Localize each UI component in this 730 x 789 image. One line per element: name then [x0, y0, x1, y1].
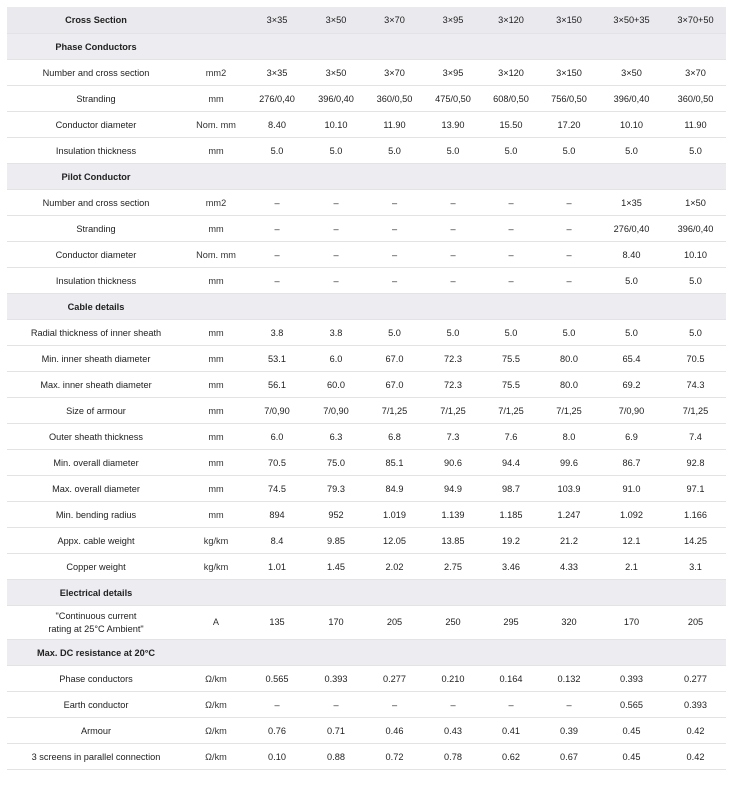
value-cell: 894 — [247, 502, 307, 528]
table-row — [7, 476, 726, 502]
row-label: Size of armour — [7, 398, 185, 424]
value-cell: 5.0 — [365, 320, 424, 346]
value-cell: 0.565 — [598, 692, 665, 718]
value-cell: 53.1 — [247, 346, 307, 372]
value-cell: 90.6 — [424, 450, 482, 476]
value-cell: 86.7 — [598, 450, 665, 476]
section-header-row — [7, 580, 726, 606]
table-row — [7, 138, 726, 164]
table-row — [7, 268, 726, 294]
section-filler — [185, 164, 726, 190]
row-unit: Nom. mm — [185, 242, 247, 268]
value-cell: 94.9 — [424, 476, 482, 502]
table-row — [7, 606, 726, 640]
value-cell: 7.3 — [424, 424, 482, 450]
value-cell: – — [424, 216, 482, 242]
value-cell: 10.10 — [598, 112, 665, 138]
table-row — [7, 60, 726, 86]
value-cell: 0.45 — [598, 718, 665, 744]
value-cell: 7.6 — [482, 424, 540, 450]
value-cell: 70.5 — [247, 450, 307, 476]
row-label — [7, 606, 185, 640]
value-cell: 17.20 — [540, 112, 598, 138]
value-cell: – — [482, 216, 540, 242]
section-title: Phase Conductors — [7, 34, 185, 60]
row-label: Phase conductors — [7, 666, 185, 692]
section-title: Max. DC resistance at 20°C — [7, 640, 185, 666]
table-row — [7, 242, 726, 268]
value-cell: – — [307, 216, 365, 242]
value-cell: 75.5 — [482, 372, 540, 398]
table-row — [7, 398, 726, 424]
value-cell: 0.565 — [247, 666, 307, 692]
value-cell: 1×50 — [665, 190, 726, 216]
value-cell: 92.8 — [665, 450, 726, 476]
value-cell: 3.8 — [307, 320, 365, 346]
value-cell: – — [540, 190, 598, 216]
value-cell: 5.0 — [598, 320, 665, 346]
value-cell: 0.210 — [424, 666, 482, 692]
value-cell: 10.10 — [307, 112, 365, 138]
value-cell: 1.45 — [307, 554, 365, 580]
row-unit: A — [185, 606, 247, 640]
value-cell: 205 — [365, 606, 424, 640]
section-title: Cable details — [7, 294, 185, 320]
value-cell: 3×70 — [665, 60, 726, 86]
header-unit-cell — [185, 7, 247, 34]
value-cell: 0.42 — [665, 718, 726, 744]
value-cell: 276/0,40 — [247, 86, 307, 112]
value-cell: – — [247, 216, 307, 242]
row-unit: mm2 — [185, 60, 247, 86]
value-cell: 1.166 — [665, 502, 726, 528]
value-cell: 1.019 — [365, 502, 424, 528]
value-cell: – — [540, 242, 598, 268]
row-label: Max. overall diameter — [7, 476, 185, 502]
value-cell: 756/0,50 — [540, 86, 598, 112]
section-header-row — [7, 640, 726, 666]
value-cell: 1.01 — [247, 554, 307, 580]
section-filler — [185, 580, 726, 606]
value-cell: 205 — [665, 606, 726, 640]
value-cell: 3×35 — [247, 60, 307, 86]
row-label-line: rating at 25°C Ambient" — [48, 623, 144, 634]
value-cell: 396/0,40 — [665, 216, 726, 242]
value-cell: 360/0,50 — [665, 86, 726, 112]
value-cell: 250 — [424, 606, 482, 640]
row-unit: mm — [185, 450, 247, 476]
value-cell: 0.393 — [307, 666, 365, 692]
value-cell: – — [482, 268, 540, 294]
row-label: Min. overall diameter — [7, 450, 185, 476]
section-filler — [185, 640, 726, 666]
row-label: Conductor diameter — [7, 112, 185, 138]
value-cell: – — [247, 692, 307, 718]
column-header: 3×50+35 — [598, 7, 665, 34]
value-cell: – — [365, 242, 424, 268]
value-cell: 276/0,40 — [598, 216, 665, 242]
value-cell: 12.05 — [365, 528, 424, 554]
value-cell: 6.9 — [598, 424, 665, 450]
value-cell: 1.247 — [540, 502, 598, 528]
value-cell: 11.90 — [365, 112, 424, 138]
value-cell: 97.1 — [665, 476, 726, 502]
value-cell: 103.9 — [540, 476, 598, 502]
value-cell: – — [424, 190, 482, 216]
value-cell: – — [424, 268, 482, 294]
value-cell: 8.40 — [598, 242, 665, 268]
value-cell: 5.0 — [540, 320, 598, 346]
row-label: Max. inner sheath diameter — [7, 372, 185, 398]
value-cell: – — [307, 242, 365, 268]
value-cell: 7/1,25 — [365, 398, 424, 424]
value-cell: 91.0 — [598, 476, 665, 502]
section-header-row — [7, 294, 726, 320]
value-cell: 2.02 — [365, 554, 424, 580]
value-cell: 6.0 — [307, 346, 365, 372]
value-cell: 170 — [307, 606, 365, 640]
value-cell: – — [247, 242, 307, 268]
row-label: Stranding — [7, 86, 185, 112]
value-cell: 11.90 — [665, 112, 726, 138]
row-unit: mm — [185, 346, 247, 372]
value-cell: 9.85 — [307, 528, 365, 554]
value-cell: 14.25 — [665, 528, 726, 554]
value-cell: 67.0 — [365, 372, 424, 398]
row-label: Min. bending radius — [7, 502, 185, 528]
table-row — [7, 528, 726, 554]
value-cell: 98.7 — [482, 476, 540, 502]
value-cell: 0.41 — [482, 718, 540, 744]
value-cell: 0.76 — [247, 718, 307, 744]
row-label-line: "Continuous current — [55, 610, 137, 621]
value-cell: 75.0 — [307, 450, 365, 476]
value-cell: 75.5 — [482, 346, 540, 372]
value-cell: 5.0 — [540, 138, 598, 164]
table-row — [7, 692, 726, 718]
table-row — [7, 346, 726, 372]
value-cell: 67.0 — [365, 346, 424, 372]
row-unit: Ω/km — [185, 666, 247, 692]
row-label: Radial thickness of inner sheath — [7, 320, 185, 346]
row-unit: Ω/km — [185, 692, 247, 718]
row-unit: Ω/km — [185, 744, 247, 770]
cable-spec-table — [7, 7, 726, 770]
value-cell: 69.2 — [598, 372, 665, 398]
value-cell: 320 — [540, 606, 598, 640]
value-cell: – — [540, 268, 598, 294]
value-cell: 7/0,90 — [247, 398, 307, 424]
value-cell: 7/1,25 — [540, 398, 598, 424]
value-cell: 8.40 — [247, 112, 307, 138]
value-cell: 3.46 — [482, 554, 540, 580]
table-row — [7, 320, 726, 346]
section-header-row — [7, 164, 726, 190]
row-label: Number and cross section — [7, 60, 185, 86]
value-cell: 0.393 — [598, 666, 665, 692]
row-unit: mm2 — [185, 190, 247, 216]
value-cell: 1.185 — [482, 502, 540, 528]
value-cell: 5.0 — [598, 268, 665, 294]
value-cell: 8.4 — [247, 528, 307, 554]
value-cell: 7.4 — [665, 424, 726, 450]
row-unit: kg/km — [185, 554, 247, 580]
section-header-row — [7, 34, 726, 60]
value-cell: 0.10 — [247, 744, 307, 770]
value-cell: 7/0,90 — [307, 398, 365, 424]
value-cell: 5.0 — [665, 320, 726, 346]
row-label: Insulation thickness — [7, 138, 185, 164]
table-row — [7, 112, 726, 138]
value-cell: 3×70 — [365, 60, 424, 86]
section-filler — [185, 294, 726, 320]
row-label: Appx. cable weight — [7, 528, 185, 554]
value-cell: – — [482, 692, 540, 718]
value-cell: 74.5 — [247, 476, 307, 502]
value-cell: 0.164 — [482, 666, 540, 692]
row-label: Insulation thickness — [7, 268, 185, 294]
value-cell: 0.46 — [365, 718, 424, 744]
value-cell: 360/0,50 — [365, 86, 424, 112]
row-unit: kg/km — [185, 528, 247, 554]
value-cell: 7/1,25 — [665, 398, 726, 424]
row-label: Earth conductor — [7, 692, 185, 718]
table-row — [7, 554, 726, 580]
value-cell: 65.4 — [598, 346, 665, 372]
value-cell: 5.0 — [482, 138, 540, 164]
value-cell: 2.1 — [598, 554, 665, 580]
section-filler — [185, 34, 726, 60]
value-cell: 19.2 — [482, 528, 540, 554]
column-header: 3×35 — [247, 7, 307, 34]
value-cell: 5.0 — [665, 138, 726, 164]
value-cell: 135 — [247, 606, 307, 640]
column-header: 3×70 — [365, 7, 424, 34]
row-label: Armour — [7, 718, 185, 744]
value-cell: 3.8 — [247, 320, 307, 346]
value-cell: 6.8 — [365, 424, 424, 450]
value-cell: – — [365, 190, 424, 216]
section-title: Electrical details — [7, 580, 185, 606]
value-cell: 70.5 — [665, 346, 726, 372]
row-unit: mm — [185, 502, 247, 528]
value-cell: 80.0 — [540, 346, 598, 372]
row-unit: mm — [185, 86, 247, 112]
value-cell: 6.0 — [247, 424, 307, 450]
table-row — [7, 216, 726, 242]
value-cell: – — [482, 242, 540, 268]
value-cell: 5.0 — [365, 138, 424, 164]
row-unit: mm — [185, 424, 247, 450]
table-row — [7, 424, 726, 450]
row-label: Conductor diameter — [7, 242, 185, 268]
value-cell: 72.3 — [424, 346, 482, 372]
value-cell: – — [307, 268, 365, 294]
table-row — [7, 502, 726, 528]
table-row — [7, 718, 726, 744]
value-cell: 5.0 — [424, 138, 482, 164]
value-cell: 0.67 — [540, 744, 598, 770]
value-cell: – — [247, 190, 307, 216]
value-cell: 13.90 — [424, 112, 482, 138]
value-cell: – — [540, 692, 598, 718]
row-unit: mm — [185, 138, 247, 164]
column-header: 3×120 — [482, 7, 540, 34]
value-cell: 3×50 — [598, 60, 665, 86]
row-unit: mm — [185, 476, 247, 502]
value-cell: 12.1 — [598, 528, 665, 554]
value-cell: 7/0,90 — [598, 398, 665, 424]
value-cell: 0.78 — [424, 744, 482, 770]
value-cell: 79.3 — [307, 476, 365, 502]
table-row — [7, 744, 726, 770]
value-cell: 7/1,25 — [482, 398, 540, 424]
value-cell: 74.3 — [665, 372, 726, 398]
value-cell: 21.2 — [540, 528, 598, 554]
value-cell: 0.45 — [598, 744, 665, 770]
column-header: 3×150 — [540, 7, 598, 34]
value-cell: 5.0 — [665, 268, 726, 294]
header-cross-section-label: Cross Section — [7, 7, 185, 34]
value-cell: 5.0 — [424, 320, 482, 346]
value-cell: 4.33 — [540, 554, 598, 580]
value-cell: 608/0,50 — [482, 86, 540, 112]
value-cell: 72.3 — [424, 372, 482, 398]
value-cell: 1×35 — [598, 190, 665, 216]
table-body — [7, 7, 726, 770]
column-header: 3×95 — [424, 7, 482, 34]
row-label: Outer sheath thickness — [7, 424, 185, 450]
value-cell: 0.62 — [482, 744, 540, 770]
table-row — [7, 86, 726, 112]
value-cell: – — [424, 242, 482, 268]
value-cell: 0.393 — [665, 692, 726, 718]
value-cell: – — [424, 692, 482, 718]
value-cell: 0.39 — [540, 718, 598, 744]
value-cell: 0.88 — [307, 744, 365, 770]
value-cell: 13.85 — [424, 528, 482, 554]
value-cell: 1.139 — [424, 502, 482, 528]
row-unit: Nom. mm — [185, 112, 247, 138]
row-label: 3 screens in parallel connection — [7, 744, 185, 770]
value-cell: – — [365, 692, 424, 718]
value-cell: 475/0,50 — [424, 86, 482, 112]
value-cell: – — [307, 190, 365, 216]
column-header: 3×50 — [307, 7, 365, 34]
value-cell: – — [307, 692, 365, 718]
value-cell: 6.3 — [307, 424, 365, 450]
value-cell: 3×50 — [307, 60, 365, 86]
value-cell: 1.092 — [598, 502, 665, 528]
value-cell: 0.43 — [424, 718, 482, 744]
value-cell: – — [247, 268, 307, 294]
row-unit: mm — [185, 320, 247, 346]
value-cell: 3×95 — [424, 60, 482, 86]
row-label: Min. inner sheath diameter — [7, 346, 185, 372]
table-row — [7, 666, 726, 692]
row-unit: mm — [185, 398, 247, 424]
row-label: Stranding — [7, 216, 185, 242]
value-cell: 0.71 — [307, 718, 365, 744]
value-cell: 5.0 — [482, 320, 540, 346]
value-cell: 60.0 — [307, 372, 365, 398]
value-cell: 2.75 — [424, 554, 482, 580]
table-header-row — [7, 7, 726, 34]
value-cell: 952 — [307, 502, 365, 528]
table-row — [7, 450, 726, 476]
value-cell: 3×120 — [482, 60, 540, 86]
value-cell: 94.4 — [482, 450, 540, 476]
value-cell: 0.42 — [665, 744, 726, 770]
value-cell: 84.9 — [365, 476, 424, 502]
value-cell: – — [540, 216, 598, 242]
value-cell: 0.277 — [665, 666, 726, 692]
value-cell: 0.277 — [365, 666, 424, 692]
value-cell: 80.0 — [540, 372, 598, 398]
value-cell: 56.1 — [247, 372, 307, 398]
value-cell: – — [365, 268, 424, 294]
row-unit: mm — [185, 268, 247, 294]
value-cell: 5.0 — [247, 138, 307, 164]
value-cell: 3×150 — [540, 60, 598, 86]
value-cell: 15.50 — [482, 112, 540, 138]
value-cell: 396/0,40 — [598, 86, 665, 112]
value-cell: 8.0 — [540, 424, 598, 450]
value-cell: – — [482, 190, 540, 216]
value-cell: 0.132 — [540, 666, 598, 692]
value-cell: 0.72 — [365, 744, 424, 770]
value-cell: 7/1,25 — [424, 398, 482, 424]
value-cell: 5.0 — [598, 138, 665, 164]
value-cell: 396/0,40 — [307, 86, 365, 112]
table-row — [7, 372, 726, 398]
value-cell: 295 — [482, 606, 540, 640]
row-unit: mm — [185, 372, 247, 398]
value-cell: 10.10 — [665, 242, 726, 268]
column-header: 3×70+50 — [665, 7, 726, 34]
row-label: Copper weight — [7, 554, 185, 580]
value-cell: 3.1 — [665, 554, 726, 580]
row-label: Number and cross section — [7, 190, 185, 216]
row-unit: Ω/km — [185, 718, 247, 744]
table-row — [7, 190, 726, 216]
section-title: Pilot Conductor — [7, 164, 185, 190]
value-cell: – — [365, 216, 424, 242]
value-cell: 5.0 — [307, 138, 365, 164]
value-cell: 99.6 — [540, 450, 598, 476]
row-unit: mm — [185, 216, 247, 242]
value-cell: 170 — [598, 606, 665, 640]
value-cell: 85.1 — [365, 450, 424, 476]
